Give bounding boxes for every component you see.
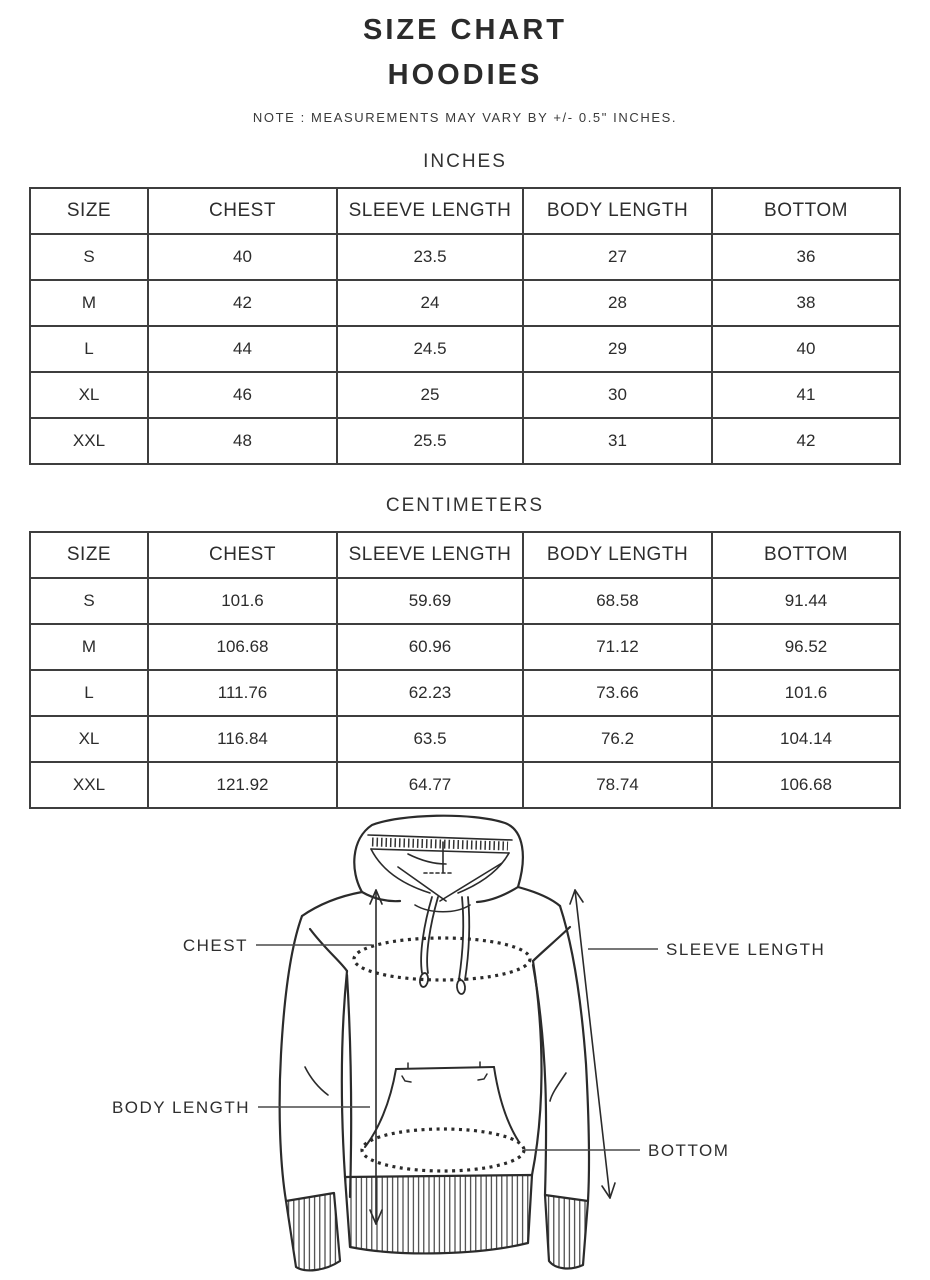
column-header-bottom: BOTTOM (712, 188, 900, 234)
size-cell: M (30, 624, 148, 670)
value-cell: 42 (712, 418, 900, 464)
size-cell: L (30, 670, 148, 716)
size-cell: XXL (30, 418, 148, 464)
size-cell: S (30, 234, 148, 280)
value-cell: 24.5 (337, 326, 523, 372)
table-header-row (30, 532, 900, 578)
table-header-row (30, 188, 900, 234)
table-row (30, 234, 900, 280)
value-cell: 78.74 (523, 762, 712, 808)
leader-lines (256, 945, 658, 1150)
value-cell: 25 (337, 372, 523, 418)
column-header-size: SIZE (30, 532, 148, 578)
value-cell: 73.66 (523, 670, 712, 716)
table-row (30, 762, 900, 808)
size-cell: XL (30, 716, 148, 762)
centimeters-table (29, 531, 901, 809)
torso-left-edge (342, 971, 347, 1177)
table-row (30, 716, 900, 762)
value-cell: 42 (148, 280, 337, 326)
value-cell: 76.2 (523, 716, 712, 762)
page-subtitle: HOODIES (387, 59, 543, 91)
value-cell: 41 (712, 372, 900, 418)
value-cell: 38 (712, 280, 900, 326)
table-row (30, 418, 900, 464)
sleeve-length-arrow (570, 890, 615, 1198)
value-cell: 62.23 (337, 670, 523, 716)
drawstring-aglet (456, 980, 465, 995)
value-cell: 101.6 (712, 670, 900, 716)
right-sleeve (560, 906, 589, 1201)
sleeve-length-label: SLEEVE LENGTH (666, 940, 826, 959)
value-cell: 28 (523, 280, 712, 326)
table-row (30, 578, 900, 624)
size-cell: XL (30, 372, 148, 418)
table-row (30, 326, 900, 372)
value-cell: 63.5 (337, 716, 523, 762)
kangaroo-pocket (365, 1062, 519, 1147)
value-cell: 30 (523, 372, 712, 418)
value-cell: 46 (148, 372, 337, 418)
value-cell: 111.76 (148, 670, 337, 716)
page-title: SIZE CHART (363, 14, 567, 46)
body-length-label: BODY LENGTH (111, 1098, 250, 1117)
value-cell: 44 (148, 326, 337, 372)
value-cell: 31 (523, 418, 712, 464)
value-cell: 121.92 (148, 762, 337, 808)
value-cell: 96.52 (712, 624, 900, 670)
inches-heading: INCHES (423, 151, 507, 172)
value-cell: 48 (148, 418, 337, 464)
column-header-chest: CHEST (148, 532, 337, 578)
value-cell: 27 (523, 234, 712, 280)
size-cell: M (30, 280, 148, 326)
table-row (30, 280, 900, 326)
value-cell: 23.5 (337, 234, 523, 280)
table-row (30, 670, 900, 716)
value-cell: 36 (712, 234, 900, 280)
value-cell: 29 (523, 326, 712, 372)
hoodie-outline (280, 816, 589, 1201)
value-cell: 24 (337, 280, 523, 326)
hoodie-diagram-illustration (0, 809, 930, 1279)
bottom-measure-ellipse (362, 1129, 524, 1171)
body-length-arrow (370, 890, 382, 1224)
value-cell: 25.5 (337, 418, 523, 464)
bottom-label: BOTTOM (648, 1141, 730, 1160)
measurement-diagram (0, 809, 930, 1279)
size-cell: S (30, 578, 148, 624)
hood-binding-hatch (372, 842, 508, 846)
hood-outline (354, 816, 523, 892)
column-header-body-length: BODY LENGTH (523, 532, 712, 578)
hem-band (345, 1175, 532, 1253)
chest-label: CHEST (182, 936, 248, 955)
value-cell: 60.96 (337, 624, 523, 670)
value-cell: 68.58 (523, 578, 712, 624)
left-cuff (286, 1193, 340, 1270)
chest-measure-ellipse (354, 938, 530, 980)
value-cell: 59.69 (337, 578, 523, 624)
inches-table (29, 187, 901, 465)
size-cell: L (30, 326, 148, 372)
value-cell: 116.84 (148, 716, 337, 762)
left-sleeve (280, 916, 302, 1201)
table-row (30, 624, 900, 670)
value-cell: 40 (712, 326, 900, 372)
size-cell: XXL (30, 762, 148, 808)
value-cell: 71.12 (523, 624, 712, 670)
value-cell: 101.6 (148, 578, 337, 624)
value-cell: 106.68 (148, 624, 337, 670)
column-header-sleeve-length: SLEEVE LENGTH (337, 532, 523, 578)
measurement-note: NOTE : MEASUREMENTS MAY VARY BY +/- 0.5" INCHES. (252, 110, 678, 125)
value-cell: 106.68 (712, 762, 900, 808)
column-header-sleeve-length: SLEEVE LENGTH (337, 188, 523, 234)
right-cuff (545, 1195, 588, 1268)
column-header-chest: CHEST (148, 188, 337, 234)
column-header-bottom: BOTTOM (712, 532, 900, 578)
value-cell: 104.14 (712, 716, 900, 762)
column-header-body-length: BODY LENGTH (523, 188, 712, 234)
value-cell: 64.77 (337, 762, 523, 808)
column-header-size: SIZE (30, 188, 148, 234)
value-cell: 40 (148, 234, 337, 280)
centimeters-heading: CENTIMETERS (385, 495, 545, 516)
value-cell: 91.44 (712, 578, 900, 624)
table-row (30, 372, 900, 418)
